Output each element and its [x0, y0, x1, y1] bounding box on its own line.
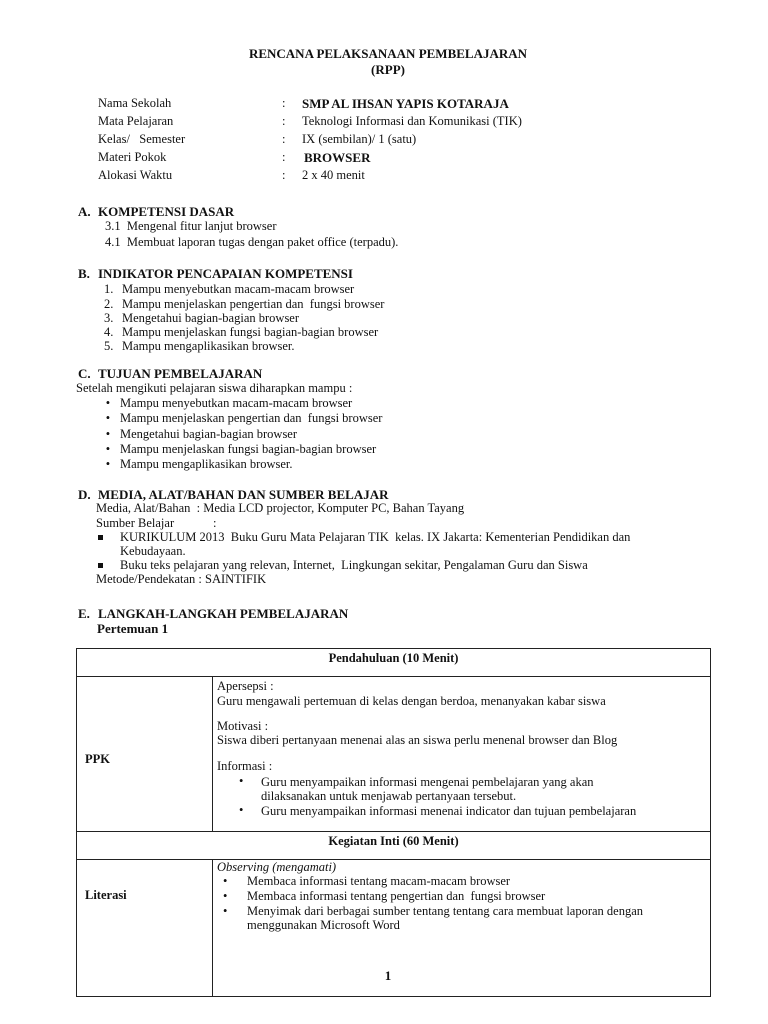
info-colon: : [282, 168, 286, 182]
info-label: Mata Pelajaran [98, 114, 174, 128]
section-letter: E. [78, 606, 90, 621]
motivasi-label: Motivasi : [217, 719, 269, 733]
list-item [239, 803, 243, 818]
info-value: BROWSER [304, 150, 371, 165]
list-item [105, 235, 398, 250]
bullet-dot-icon: • [105, 442, 111, 456]
bullet-dot-icon: • [105, 427, 111, 441]
section-d-heading [78, 487, 388, 502]
item-text: Mengetahui bagian-bagian browser [122, 311, 300, 325]
info-colon: : [282, 114, 286, 128]
list-item [104, 297, 384, 312]
bullet-dot-icon: • [223, 889, 228, 903]
item-number: 2. [104, 297, 114, 311]
section-title: LANGKAH-LANGKAH PEMBELAJARAN [98, 606, 349, 621]
item-number: 5. [104, 339, 114, 353]
item-text: Mengetahui bagian-bagian browser [120, 427, 298, 441]
info-value: Teknologi Informasi dan Komunikasi (TIK) [302, 114, 522, 128]
item-number: 4. [104, 325, 114, 339]
item-text-continued: Kebudayaan. [120, 544, 186, 558]
bullet-dot-icon: • [105, 396, 111, 410]
table-row [77, 677, 711, 832]
item-text: Mampu menjelaskan pengertian dan fungsi browser [120, 411, 383, 425]
item-number: 1. [104, 282, 114, 296]
section-letter: A. [78, 204, 91, 219]
list-item [223, 874, 227, 889]
list-item [223, 904, 227, 919]
square-bullet-icon [98, 563, 103, 568]
learning-steps-table [76, 648, 711, 997]
apersepsi-text: Guru mengawali pertemuan di kelas dengan berdoa, menanyakan kabar siswa [217, 694, 606, 708]
section-b-heading [78, 266, 353, 281]
ppk-label: PPK [77, 677, 213, 832]
info-label: Nama Sekolah [98, 96, 172, 110]
pendahuluan-header: Pendahuluan (10 Menit) [77, 649, 711, 677]
list-item [104, 311, 299, 326]
info-colon: : [282, 132, 286, 146]
bullet-dot-icon: • [239, 803, 244, 817]
document-title: RENCANA PELAKSANAAN PEMBELAJARAN [248, 46, 528, 61]
section-c-intro: Setelah mengikuti pelajaran siswa diharapkan mampu : [76, 381, 353, 395]
media-line: Media, Alat/Bahan : Media LCD projector, Komputer PC, Bahan Tayang [96, 501, 465, 515]
bullet-dot-icon: • [105, 411, 111, 425]
bullet-dot-icon: • [239, 774, 244, 788]
info-value: 2 x 40 menit [302, 168, 365, 182]
list-item-text: Guru menyampaikan informasi menenai indicator dan tujuan pembelajaran [261, 804, 637, 818]
literasi-label: Literasi [77, 860, 213, 997]
document-subtitle: (RPP) [371, 62, 405, 77]
observing-label: Observing (mengamati) [217, 860, 337, 874]
section-c-heading [78, 366, 262, 381]
item-text: Mampu menjelaskan fungsi bagian-bagian browser [120, 442, 377, 456]
list-item-text-continued: menggunakan Microsoft Word [247, 918, 400, 932]
list-item-text: Menyimak dari berbagai sumber tentang tentang cara membuat laporan dengan [247, 904, 644, 918]
section-title: INDIKATOR PENCAPAIAN KOMPETENSI [98, 266, 353, 281]
section-title: KOMPETENSI DASAR [98, 204, 235, 219]
item-number: 3.1 [105, 219, 121, 233]
bullet-dot-icon: • [223, 904, 228, 918]
item-text: Mampu menyebutkan macam-macam browser [120, 396, 353, 410]
info-value: SMP AL IHSAN YAPIS KOTARAJA [302, 96, 509, 111]
section-letter: B. [78, 266, 90, 281]
table-header-row [77, 649, 711, 677]
apersepsi-label: Apersepsi : [217, 679, 274, 693]
item-text: Mampu menjelaskan pengertian dan fungsi browser [122, 297, 385, 311]
info-colon: : [282, 96, 286, 110]
item-text: Mampu mengaplikasikan browser. [122, 339, 295, 353]
item-text: Mampu menyebutkan macam-macam browser [122, 282, 355, 296]
item-text: Mampu mengaplikasikan browser. [120, 457, 293, 471]
ppk-content [213, 677, 711, 832]
sumber-colon: : [213, 516, 217, 530]
item-number: 4.1 [105, 235, 121, 249]
info-value: IX (sembilan)/ 1 (satu) [302, 132, 417, 146]
square-bullet-icon [98, 535, 103, 540]
section-a-heading [78, 204, 234, 219]
list-item-text: Guru menyampaikan informasi mengenai pembelajaran yang akan [261, 775, 594, 789]
list-item-text: Membaca informasi tentang pengertian dan fungsi browser [247, 889, 546, 903]
bullet-dot-icon: • [105, 457, 111, 471]
bullet-dot-icon: • [223, 874, 228, 888]
metode-line: Metode/Pendekatan : SAINTIFIK [96, 572, 267, 586]
sumber-label: Sumber Belajar [96, 516, 175, 530]
motivasi-text: Siswa diberi pertanyaan menenai alas an siswa perlu menenal browser dan Blog [217, 733, 618, 747]
list-item [223, 889, 227, 904]
list-item [104, 339, 295, 354]
info-label: Materi Pokok [98, 150, 167, 164]
item-text: Mengenal fitur lanjut browser [126, 219, 277, 233]
info-label: Kelas/ Semester [98, 132, 186, 146]
item-text: Membuat laporan tugas dengan paket office (terpadu). [126, 235, 399, 249]
info-colon: : [282, 150, 286, 164]
inti-header: Kegiatan Inti (60 Menit) [77, 832, 711, 860]
item-number: 3. [104, 311, 114, 325]
item-text: KURIKULUM 2013 Buku Guru Mata Pelajaran TIK kelas. IX Jakarta: Kementerian Pendidikan dan [120, 530, 631, 544]
list-item-text-continued: dilaksanakan untuk menjawab pertanyaan tersebut. [261, 789, 517, 803]
section-title: MEDIA, ALAT/BAHAN DAN SUMBER BELAJAR [98, 487, 389, 502]
section-letter: D. [78, 487, 91, 502]
page-number: 1 [384, 968, 392, 983]
section-letter: C. [78, 366, 91, 381]
informasi-label: Informasi : [217, 759, 273, 773]
info-label: Alokasi Waktu [98, 168, 173, 182]
section-title: TUJUAN PEMBELAJARAN [98, 366, 263, 381]
item-text: Mampu menjelaskan fungsi bagian-bagian browser [122, 325, 379, 339]
list-item [105, 219, 276, 234]
list-item [239, 774, 243, 789]
item-text: Buku teks pelajaran yang relevan, Internet, Lingkungan sekitar, Pengalaman Guru dan Siswa [120, 558, 588, 572]
list-item [104, 282, 354, 297]
section-e-subheading: Pertemuan 1 [97, 621, 169, 636]
table-header-row [77, 832, 711, 860]
section-e-heading [78, 606, 348, 621]
list-item [104, 325, 378, 340]
list-item-text: Membaca informasi tentang macam-macam browser [247, 874, 511, 888]
